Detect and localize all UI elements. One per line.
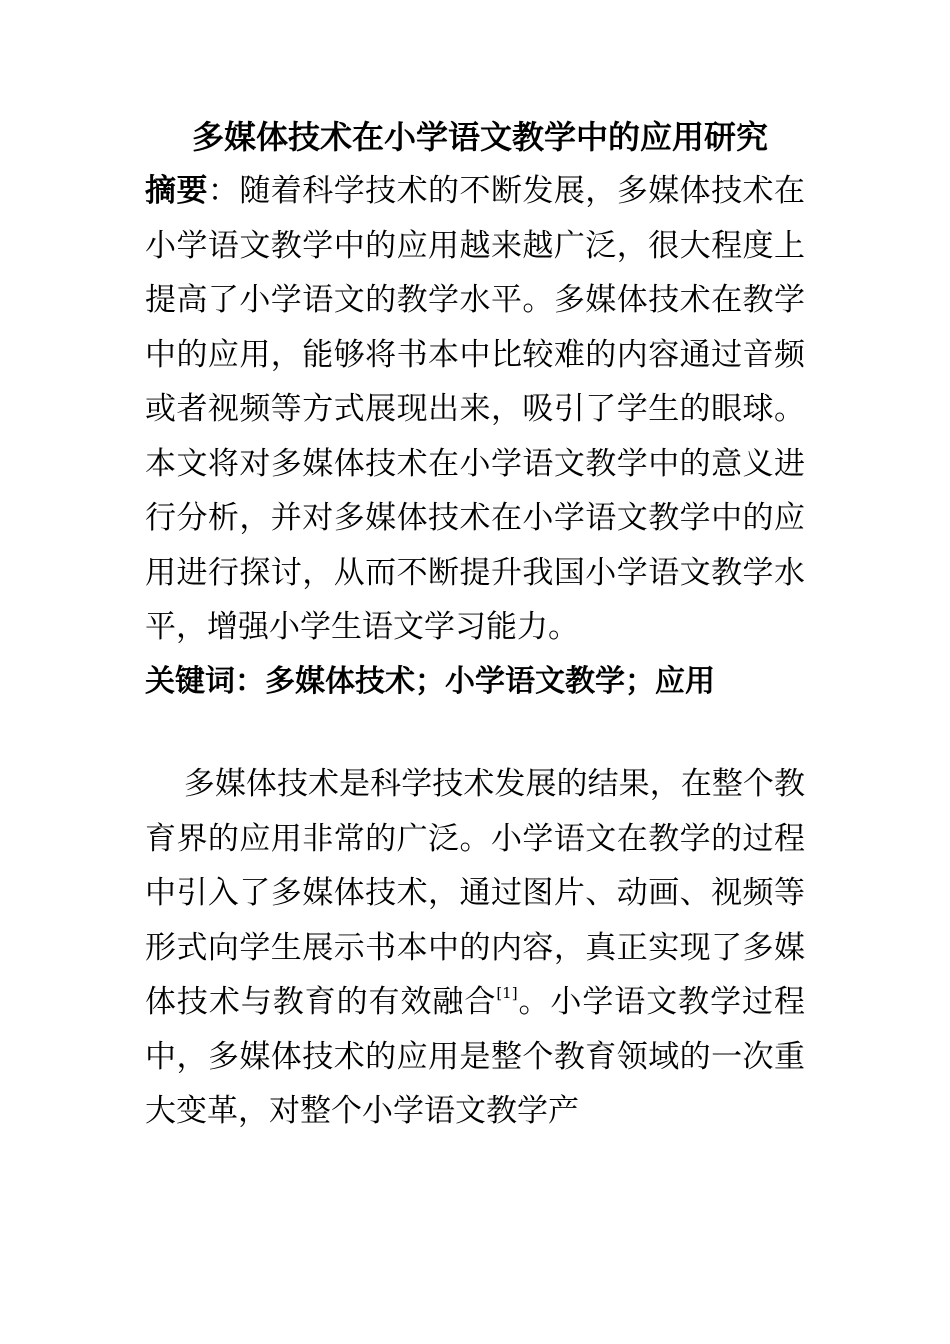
abstract-separator: ： — [207, 173, 240, 209]
body-text-after-reference: 。小学语文教学过程中，多媒体技术的应用是整个教育领域的一次重大变革，对整个小学语文教学产 — [145, 984, 805, 1129]
section-gap — [145, 709, 805, 757]
document-page — [145, 110, 805, 1139]
body-paragraph — [145, 757, 805, 1139]
abstract-text: 随着科学技术的不断发展，多媒体技术在小学语文教学中的应用越来越广泛，很大程度上提高了小学语文的教学水平。多媒体技术在教学中的应用，能够将书本中比较难的内容通过音频或者视频等方式展现出来，吸引了学生的眼球。本文将对多媒体技术在小学语文教学中的意义进行分析，并对多媒体技术在小学语文教学中的应用进行探讨，从而不断提升我国小学语文教学水平，增强小学生语文学习能力。 — [145, 173, 806, 645]
document-title: 多媒体技术在小学语文教学中的应用研究 — [191, 118, 768, 156]
abstract-label: 摘要 — [145, 173, 208, 209]
keywords-line: 关键词：多媒体技术；小学语文教学；应用 — [145, 663, 715, 699]
body-text-before-reference: 多媒体技术是科学技术发展的结果，在整个教育界的应用非常的广泛。小学语文在教学的过程中引入了多媒体技术，通过图片、动画、视频等形式向学生展示书本中的内容，真正实现了多媒体技术与教育的有效融合 — [145, 766, 805, 1020]
abstract-paragraph — [145, 164, 805, 655]
reference-marker: [1] — [496, 984, 518, 1002]
